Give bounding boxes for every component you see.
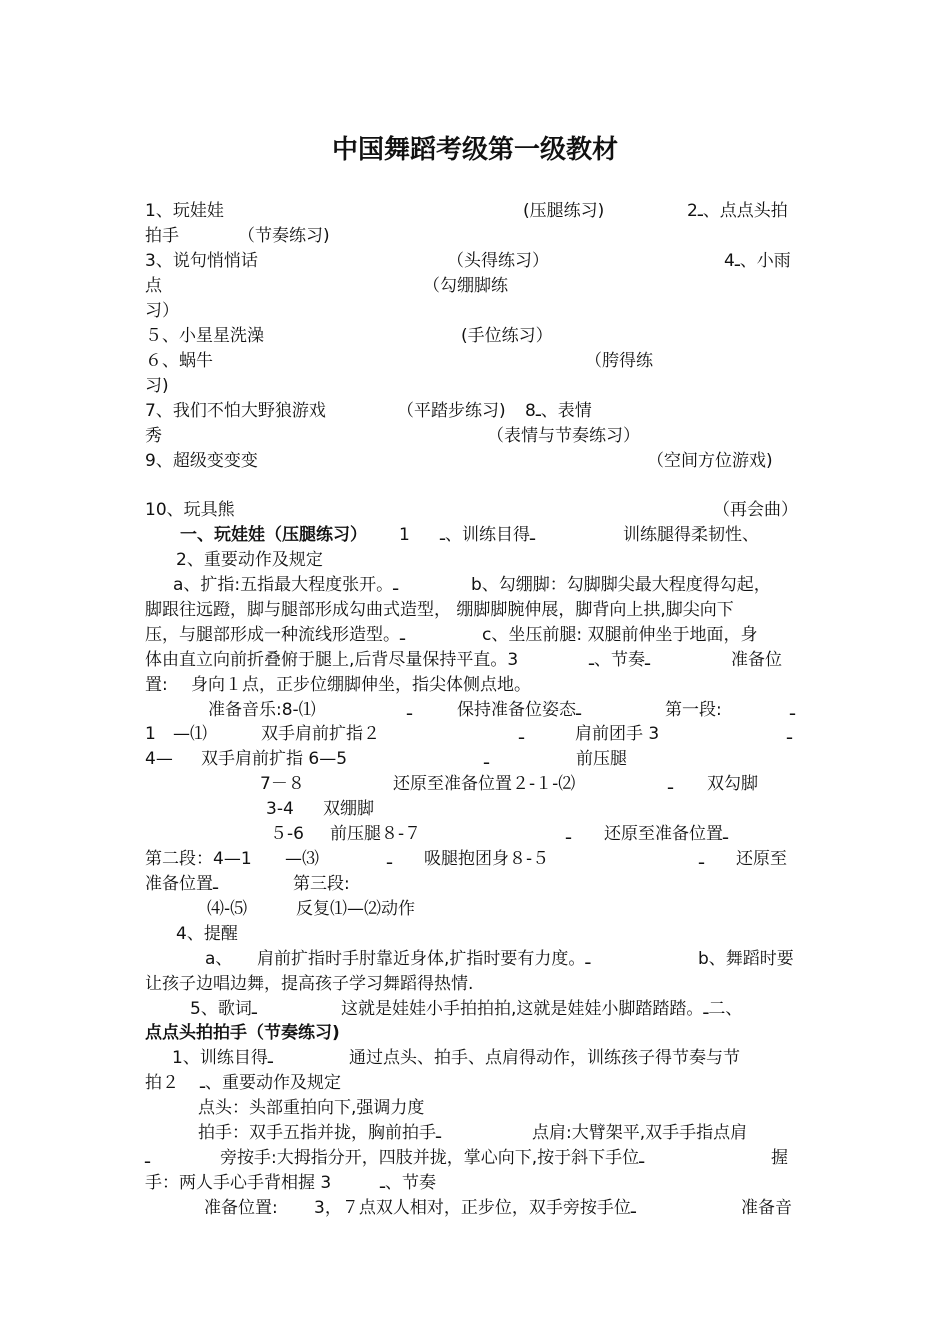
toc-item-2-note: （节奏练习) [238,226,330,246]
toc-item-2-cont: 拍手 [145,226,179,246]
para-line: ـ、节奏 [380,1173,436,1193]
lyrics-line: 这就是娃娃小手拍拍拍,这就是娃娃小脚踏踏踏。ـ二、 [341,999,743,1019]
toc-item-10: 10、玩具熊 [145,500,235,520]
section-1-sub-5: 5、歌词ـ [190,999,257,1019]
beat-line: 准备位置ـ [145,874,218,894]
para-line: 旁按手:大拇指分开，四肢并拢，掌心向下,按于斜下手位ـ [220,1148,645,1168]
toc-item-4-note-cont: 习） [145,301,179,321]
toc-item-5-note: (手位练习） [461,326,553,346]
para-line: 身向１点，正步位绷脚伸坐，指尖体侧点地。 [191,675,531,695]
beat-line: 7－８ [260,774,305,794]
beat-line: 双绷脚 [323,799,374,819]
toc-item-7-note: （平踏步练习) [397,401,506,421]
toc-item-8: 8ـ、表情 [525,401,592,421]
toc-item-3-note: （头得练习） [447,251,549,271]
beat-line: 第二段：4—1 [145,849,252,869]
para-line: b、舞蹈时要 [698,949,794,969]
beat-mark: ـ [519,724,524,744]
beat-line: 准备音乐:8-⑴ [208,700,316,720]
para-line: 拍手：双手五指并拢，胸前拍手ـ [198,1123,441,1143]
beat-line: 前压腿８-７ [330,824,422,844]
para-line: 让孩子边唱边舞，提高孩子学习舞蹈得热情. [145,974,474,994]
toc-item-10-note: （再会曲） [713,500,798,520]
toc-item-1: 1、玩娃娃 [145,201,224,221]
beat-line: 还原至准备位置２-１-⑵ [393,774,576,794]
para-line: b、勾绷脚：勾脚脚尖最大程度得勾起， [471,575,771,595]
para-line: 3，７点双人相对，正步位，双手旁按手位ـ [314,1198,636,1218]
para-line: a、扩指:五指最大程度张开。ـ [173,575,399,595]
toc-item-5: ５、小星星洗澡 [145,326,264,346]
beat-mark: ـ [668,774,673,794]
para-line: 通过点头、拍手、点肩得动作，训练孩子得节奏与节 [349,1048,740,1068]
beat-line: ⑷-⑸ [207,899,248,919]
beat-line: 双手肩前扩指２ [261,724,380,744]
beat-line: 第三段: [293,874,350,894]
beat-mark: ـ [790,700,795,720]
para-line: 体由直立向前折叠俯于腿上,后背尽量保持平直。3 [145,650,519,670]
beat-line: ５-6 [270,824,304,844]
toc-item-8-note: （表情与节奏练习） [487,426,640,446]
beat-line: 双手肩前扩指 6—5 [201,749,348,769]
section-1-heading: 一、玩娃娃（压腿练习） [180,525,367,545]
toc-item-7: 7、我们不怕大野狼游戏 [145,401,326,421]
beat-line: 1 [145,724,156,744]
beat-line: 双勾脚 [707,774,758,794]
toc-item-8-cont: 秀 [145,426,162,446]
section-1-sub-4: 4、提醒 [176,924,238,944]
beat-mark: ـ [387,849,392,869]
para-line: 点头：头部重拍向下,强调力度 [198,1098,425,1118]
section-1-goal-label: ـ、训练目得ـ [440,525,535,545]
beat-mark: ـ [407,700,412,720]
toc-item-6: ６、蜗牛 [145,351,213,371]
beat-line: 吸腿抱团身８-５ [424,849,550,869]
beat-line: 还原至 [736,849,787,869]
para-line: a、 [205,949,233,969]
para-line: ـ、节奏ـ [589,650,650,670]
page-title: 中国舞蹈考级第一级教材 [331,135,618,165]
toc-item-6-note-cont: 习) [145,376,169,396]
toc-item-3: 3、说句悄悄话 [145,251,258,271]
beat-line: 4— [145,749,173,769]
toc-item-2: 2ـ、点点头拍 [687,201,788,221]
para-line: 手：两人手心手背相握 3 [145,1173,332,1193]
toc-item-9: 9、超级变变变 [145,451,258,471]
para-line: 拍２ [145,1073,179,1093]
para-line: 准备位置: [204,1198,278,1218]
para-line: 准备位 [731,650,782,670]
beat-line: 保持准备位姿态ـ [457,700,581,720]
toc-item-4-note: （勾绷脚练 [423,276,508,296]
beat-mark: ـ [787,724,792,744]
beat-line: 肩前团手 3 [575,724,660,744]
beat-line: 反复⑴—⑵动作 [296,899,415,919]
para-line: 脚跟往远蹬，脚与腿部形成勾曲式造型， 绷脚脚腕伸展，脚背向上拱,脚尖向下 [145,600,734,620]
toc-item-1-note: (压腿练习) [523,201,605,221]
toc-item-4: 4ـ、小雨 [724,251,791,271]
para-line: c、坐压前腿: 双腿前伸坐于地面，身 [482,625,758,645]
beat-mark: ـ [699,849,704,869]
para-line: 握 [771,1148,788,1168]
para-line: 置: [145,675,168,695]
section-1-num: 1 [399,525,410,545]
beat-mark: ـ [566,824,571,844]
beat-mark: ـ [484,749,489,769]
beat-line: 前压腿 [576,749,627,769]
beat-line: 3-4 [266,799,294,819]
beat-mark: ـ [145,1148,150,1168]
beat-line: —⑶ [285,849,319,869]
beat-line: —⑴ [173,724,207,744]
beat-line: 第一段: [665,700,722,720]
para-line: 准备音 [741,1198,792,1218]
beat-line: 还原至准备位置ـ [604,824,728,844]
toc-item-6-note: （胯得练 [585,351,653,371]
toc-item-9-note: （空间方位游戏) [647,451,773,471]
section-2-goal-label: 1、训练目得ـ [172,1048,273,1068]
para-line: 点肩:大臂架平,双手手指点肩 [532,1123,748,1143]
para-line: 肩前扩指时手肘靠近身体,扩指时要有力度。ـ [257,949,591,969]
para-line: 压，与腿部形成一种流线形造型。ـ [145,625,405,645]
section-1-goal-text: 训练腿得柔韧性、 [623,525,759,545]
toc-item-4-cont: 点 [145,276,162,296]
section-1-sub-2: 2、重要动作及规定 [176,550,323,570]
section-2-heading: 点点头拍拍手（节奏练习) [145,1023,340,1043]
para-line: ـ、重要动作及规定 [200,1073,341,1093]
